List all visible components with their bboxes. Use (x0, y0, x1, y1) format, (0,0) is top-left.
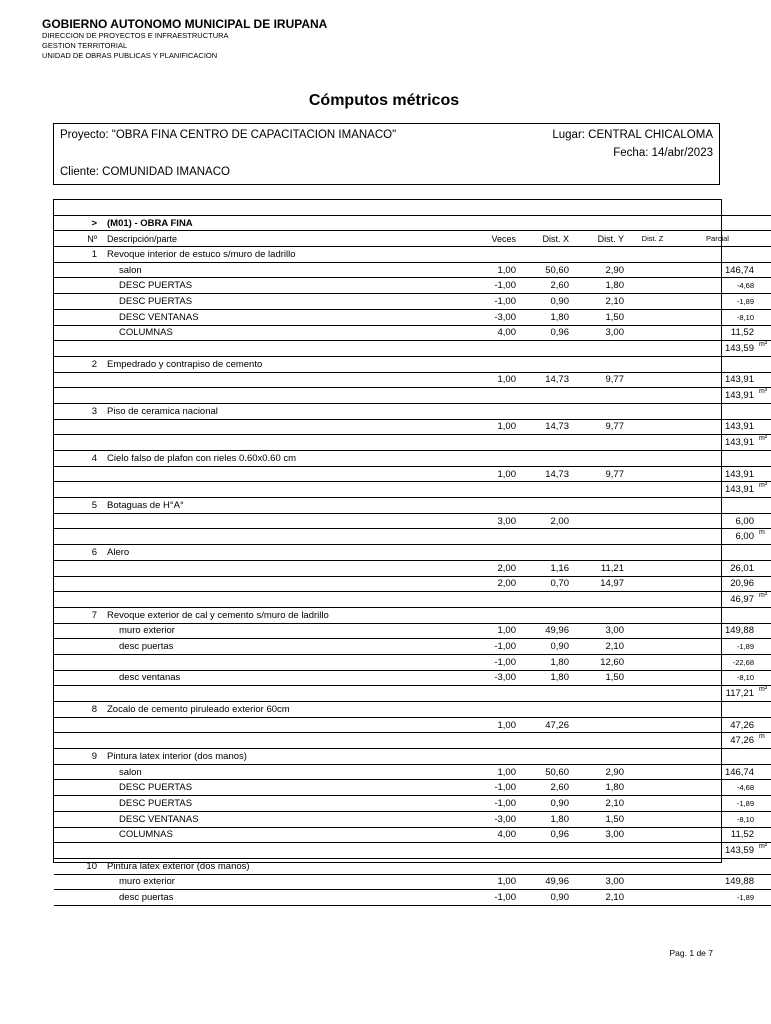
measurement-dist-z (626, 294, 679, 310)
measurement-dist-x: 1,80 (518, 309, 571, 325)
computation-table-frame (53, 199, 768, 904)
item-number: 8 (54, 702, 102, 718)
subtotal-row (54, 482, 771, 498)
measurement-parcial: 149,88 (679, 623, 756, 639)
measurement-veces: -1,00 (462, 890, 518, 906)
measurement-dist-y: 3,00 (571, 623, 626, 639)
measurement-dist-x: 0,90 (518, 294, 571, 310)
measurement-row (54, 325, 771, 341)
measurement-dist-x: 0,96 (518, 827, 571, 843)
item-row (54, 607, 771, 623)
measurement-description: muro exterior (102, 623, 462, 639)
measurement-description: muro exterior (102, 874, 462, 890)
measurement-parcial: 20,96 (679, 576, 756, 592)
col-header-dist-z: Dist. Z (626, 231, 679, 247)
measurement-veces: 2,00 (462, 576, 518, 592)
measurement-dist-z (626, 717, 679, 733)
measurement-dist-x: 0,90 (518, 639, 571, 655)
item-row (54, 858, 771, 874)
subtotal-value: 143,59 (679, 843, 756, 859)
col-header-no: Nº (54, 231, 102, 247)
measurement-veces: 4,00 (462, 827, 518, 843)
measurement-dist-z (626, 623, 679, 639)
section-label: (M01) - OBRA FINA (102, 215, 771, 231)
measurement-dist-y (571, 717, 626, 733)
page-number: Pag. 1 de 7 (669, 948, 713, 958)
measurement-dist-x: 47,26 (518, 717, 571, 733)
measurement-dist-z (626, 764, 679, 780)
measurement-veces: -1,00 (462, 278, 518, 294)
measurement-veces: -1,00 (462, 294, 518, 310)
measurement-dist-y: 11,21 (571, 560, 626, 576)
measurement-row (54, 796, 771, 812)
measurement-row (54, 576, 771, 592)
measurement-dist-z (626, 890, 679, 906)
measurement-row (54, 874, 771, 890)
measurement-parcial: 146,74 (679, 764, 756, 780)
measurement-veces: -3,00 (462, 309, 518, 325)
subtotal-unit: m (756, 733, 771, 749)
subtotal-unit: m² (756, 341, 771, 357)
measurement-dist-y: 1,50 (571, 811, 626, 827)
measurement-dist-z (626, 670, 679, 686)
measurement-dist-x: 1,80 (518, 811, 571, 827)
subtotal-unit: m² (756, 843, 771, 859)
measurement-description: COLUMNAS (102, 325, 462, 341)
measurement-dist-x: 2,60 (518, 278, 571, 294)
measurement-dist-y: 2,10 (571, 639, 626, 655)
item-number: 4 (54, 451, 102, 467)
measurement-description: desc puertas (102, 639, 462, 655)
subtotal-row (54, 592, 771, 608)
measurement-parcial: 149,88 (679, 874, 756, 890)
measurement-parcial: 11,52 (679, 827, 756, 843)
measurement-description (102, 654, 462, 670)
measurement-parcial: -1,89 (679, 796, 756, 812)
measurement-dist-y: 3,00 (571, 874, 626, 890)
header-line-3: UNIDAD DE OBRAS PUBLICAS Y PLANIFICACION (42, 51, 218, 60)
measurement-dist-x: 0,90 (518, 796, 571, 812)
measurement-dist-z (626, 576, 679, 592)
measurement-dist-z (626, 278, 679, 294)
item-description: Empedrado y contrapiso de cemento (102, 356, 771, 372)
item-description: Cielo falso de plafon con rieles 0.60x0.60 cm (102, 451, 771, 467)
column-header-row (54, 231, 771, 247)
measurement-veces: 1,00 (462, 372, 518, 388)
measurement-veces: -1,00 (462, 796, 518, 812)
item-row (54, 403, 771, 419)
subtotal-value: 47,26 (679, 733, 756, 749)
measurement-dist-y: 3,00 (571, 827, 626, 843)
measurement-dist-y: 3,00 (571, 325, 626, 341)
measurement-row (54, 890, 771, 906)
measurement-dist-x: 0,96 (518, 325, 571, 341)
measurement-dist-y: 1,50 (571, 670, 626, 686)
measurement-dist-x: 1,16 (518, 560, 571, 576)
measurement-parcial: 26,01 (679, 560, 756, 576)
measurement-row (54, 654, 771, 670)
measurement-parcial: 146,74 (679, 262, 756, 278)
item-number: 9 (54, 749, 102, 765)
item-number: 7 (54, 607, 102, 623)
measurement-dist-x: 0,70 (518, 576, 571, 592)
measurement-dist-x: 2,60 (518, 780, 571, 796)
measurement-dist-z (626, 419, 679, 435)
measurement-dist-x: 14,73 (518, 466, 571, 482)
subtotal-value: 117,21 (679, 686, 756, 702)
section-row (54, 215, 771, 231)
measurement-dist-z (626, 827, 679, 843)
subtotal-row (54, 529, 771, 545)
measurement-dist-y: 2,90 (571, 262, 626, 278)
subtotal-value: 143,59 (679, 341, 756, 357)
measurement-description: desc puertas (102, 890, 462, 906)
measurement-description: DESC VENTANAS (102, 309, 462, 325)
subtotal-value: 143,91 (679, 388, 756, 404)
item-number: 1 (54, 247, 102, 263)
item-description: Zocalo de cemento piruleado exterior 60cm (102, 702, 771, 718)
measurement-description: desc ventanas (102, 670, 462, 686)
measurement-dist-y (571, 513, 626, 529)
measurement-dist-y: 1,50 (571, 309, 626, 325)
project-name: Proyecto: "OBRA FINA CENTRO DE CAPACITACION IMANACO" (60, 129, 397, 141)
item-description: Pintura latex interior (dos manos) (102, 749, 771, 765)
measurement-parcial: -4,68 (679, 780, 756, 796)
measurement-dist-z (626, 325, 679, 341)
measurement-dist-z (626, 513, 679, 529)
measurement-dist-x: 2,00 (518, 513, 571, 529)
table-spacer-row (54, 200, 771, 215)
measurement-row (54, 560, 771, 576)
measurement-dist-x: 50,60 (518, 764, 571, 780)
subtotal-unit: m² (756, 388, 771, 404)
measurement-parcial: 6,00 (679, 513, 756, 529)
item-number: 6 (54, 545, 102, 561)
document-header (42, 17, 327, 61)
measurement-dist-y: 14,97 (571, 576, 626, 592)
measurement-parcial: -1,89 (679, 294, 756, 310)
measurement-dist-z (626, 654, 679, 670)
measurement-description (102, 513, 462, 529)
measurement-description: DESC PUERTAS (102, 278, 462, 294)
measurement-description (102, 419, 462, 435)
subtotal-row (54, 388, 771, 404)
section-marker: > (54, 215, 102, 231)
item-row (54, 247, 771, 263)
measurement-dist-z (626, 309, 679, 325)
measurement-description (102, 372, 462, 388)
col-header-dist-y: Dist. Y (571, 231, 626, 247)
measurement-veces: -3,00 (462, 670, 518, 686)
page-title: Cómputos métricos (308, 92, 460, 109)
measurement-veces: 3,00 (462, 513, 518, 529)
measurement-row (54, 780, 771, 796)
subtotal-value: 143,91 (679, 482, 756, 498)
measurement-row (54, 372, 771, 388)
measurement-parcial: 143,91 (679, 419, 756, 435)
measurement-dist-x: 0,90 (518, 890, 571, 906)
item-row (54, 498, 771, 514)
measurement-dist-y: 2,10 (571, 796, 626, 812)
measurement-dist-y: 9,77 (571, 466, 626, 482)
measurement-parcial: 143,91 (679, 372, 756, 388)
measurement-description: COLUMNAS (102, 827, 462, 843)
measurement-dist-x: 1,80 (518, 670, 571, 686)
measurement-dist-z (626, 372, 679, 388)
project-location: Lugar: CENTRAL CHICALOMA (552, 129, 713, 141)
measurement-row (54, 513, 771, 529)
col-header-parcial: Parcial (679, 231, 756, 247)
item-number: 10 (54, 858, 102, 874)
measurement-row (54, 764, 771, 780)
measurement-dist-y: 9,77 (571, 372, 626, 388)
subtotal-unit: m² (756, 686, 771, 702)
measurement-dist-y: 2,90 (571, 764, 626, 780)
subtotal-unit: m² (756, 435, 771, 451)
subtotal-value: 143,91 (679, 435, 756, 451)
measurement-dist-z (626, 796, 679, 812)
measurement-dist-y: 9,77 (571, 419, 626, 435)
computation-table (54, 200, 771, 906)
measurement-parcial: 143,91 (679, 466, 756, 482)
measurement-veces: 1,00 (462, 262, 518, 278)
measurement-description (102, 717, 462, 733)
measurement-description: DESC VENTANAS (102, 811, 462, 827)
measurement-row (54, 466, 771, 482)
measurement-dist-z (626, 560, 679, 576)
measurement-description (102, 560, 462, 576)
item-description: Alero (102, 545, 771, 561)
project-info-box (53, 123, 720, 185)
col-header-desc: Descripción/parte (102, 231, 462, 247)
measurement-veces: 1,00 (462, 764, 518, 780)
measurement-row (54, 827, 771, 843)
item-row (54, 702, 771, 718)
measurement-parcial: -22,68 (679, 654, 756, 670)
subtotal-row (54, 843, 771, 859)
measurement-parcial: -8,10 (679, 309, 756, 325)
organization-name: GOBIERNO AUTONOMO MUNICIPAL DE IRUPANA (42, 17, 328, 31)
subtotal-unit: m² (756, 592, 771, 608)
subtotal-value: 6,00 (679, 529, 756, 545)
measurement-description: salon (102, 262, 462, 278)
measurement-row (54, 309, 771, 325)
measurement-parcial: 11,52 (679, 325, 756, 341)
subtotal-unit: m (756, 529, 771, 545)
measurement-description (102, 466, 462, 482)
measurement-dist-z (626, 262, 679, 278)
measurement-description (102, 576, 462, 592)
item-row (54, 749, 771, 765)
project-client: Cliente: COMUNIDAD IMANACO (60, 166, 230, 178)
measurement-description: DESC PUERTAS (102, 780, 462, 796)
item-row (54, 451, 771, 467)
measurement-dist-z (626, 874, 679, 890)
measurement-veces: -1,00 (462, 654, 518, 670)
measurement-veces: 2,00 (462, 560, 518, 576)
measurement-veces: 1,00 (462, 466, 518, 482)
col-header-dist-x: Dist. X (518, 231, 571, 247)
measurement-parcial: -1,89 (679, 890, 756, 906)
item-row (54, 356, 771, 372)
measurement-row (54, 278, 771, 294)
col-header-veces: Veces (462, 231, 518, 247)
measurement-dist-z (626, 780, 679, 796)
measurement-dist-z (626, 639, 679, 655)
item-description: Pintura latex exterior (dos manos) (102, 858, 771, 874)
measurement-veces: -1,00 (462, 780, 518, 796)
measurement-dist-x: 50,60 (518, 262, 571, 278)
header-line-2: GESTION TERRITORIAL (42, 41, 128, 50)
measurement-parcial: 47,26 (679, 717, 756, 733)
measurement-dist-y: 1,80 (571, 278, 626, 294)
measurement-row (54, 811, 771, 827)
measurement-description: DESC PUERTAS (102, 294, 462, 310)
measurement-dist-x: 14,73 (518, 372, 571, 388)
item-description: Revoque exterior de cal y cemento s/muro de ladrillo (102, 607, 771, 623)
item-description: Revoque interior de estuco s/muro de ladrillo (102, 247, 771, 263)
measurement-dist-x: 14,73 (518, 419, 571, 435)
measurement-dist-z (626, 811, 679, 827)
item-description: Piso de ceramica nacional (102, 403, 771, 419)
measurement-veces: 1,00 (462, 717, 518, 733)
measurement-parcial: -1,89 (679, 639, 756, 655)
measurement-dist-x: 49,96 (518, 623, 571, 639)
measurement-dist-y: 12,60 (571, 654, 626, 670)
measurement-parcial: -8,10 (679, 811, 756, 827)
measurement-veces: 1,00 (462, 419, 518, 435)
measurement-row (54, 419, 771, 435)
measurement-row (54, 623, 771, 639)
item-number: 3 (54, 403, 102, 419)
measurement-row (54, 670, 771, 686)
item-number: 5 (54, 498, 102, 514)
measurement-dist-x: 1,80 (518, 654, 571, 670)
subtotal-row (54, 341, 771, 357)
measurement-row (54, 294, 771, 310)
measurement-dist-y: 2,10 (571, 294, 626, 310)
measurement-row (54, 717, 771, 733)
measurement-description: salon (102, 764, 462, 780)
measurement-row (54, 639, 771, 655)
measurement-dist-y: 2,10 (571, 890, 626, 906)
measurement-row (54, 262, 771, 278)
measurement-veces: -3,00 (462, 811, 518, 827)
subtotal-row (54, 686, 771, 702)
measurement-dist-z (626, 466, 679, 482)
item-row (54, 545, 771, 561)
measurement-veces: 4,00 (462, 325, 518, 341)
measurement-dist-x: 49,96 (518, 874, 571, 890)
project-date: Fecha: 14/abr/2023 (613, 147, 713, 159)
item-description: Botaguas de H°A° (102, 498, 771, 514)
subtotal-row (54, 733, 771, 749)
measurement-description: DESC PUERTAS (102, 796, 462, 812)
measurement-parcial: -8,10 (679, 670, 756, 686)
measurement-veces: -1,00 (462, 639, 518, 655)
item-number: 2 (54, 356, 102, 372)
measurement-veces: 1,00 (462, 874, 518, 890)
subtotal-value: 46,97 (679, 592, 756, 608)
measurement-veces: 1,00 (462, 623, 518, 639)
subtotal-row (54, 435, 771, 451)
measurement-parcial: -4,68 (679, 278, 756, 294)
subtotal-unit: m² (756, 482, 771, 498)
header-line-1: DIRECCION DE PROYECTOS E INFRAESTRUCTURA (42, 31, 229, 40)
measurement-dist-y: 1,80 (571, 780, 626, 796)
